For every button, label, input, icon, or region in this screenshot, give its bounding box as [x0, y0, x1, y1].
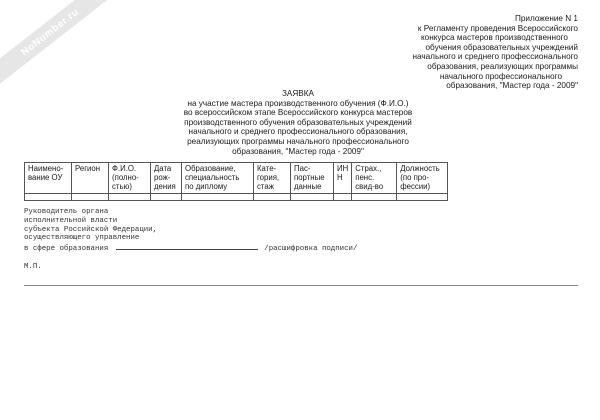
- column-header-label: ИН Н: [337, 164, 349, 183]
- signature-line: в сфере образования: [24, 245, 109, 254]
- appendix-note: [348, 14, 578, 91]
- table-cell[interactable]: [352, 193, 397, 200]
- signature-decode-label: /расшифровка подписи/: [264, 245, 358, 254]
- signature-line: исполнительной власти: [24, 216, 118, 225]
- title-line: образования, "Мастер года - 2009": [232, 146, 364, 156]
- column-header-label: Страх., пенс. свид-во: [355, 164, 384, 192]
- appendix-line: обучения образовательных учреждений: [425, 42, 578, 52]
- stamp-place-label: М.П.: [24, 263, 42, 271]
- appendix-line: Приложение N 1: [514, 14, 578, 23]
- title-line: начального и среднего профессионального образования,: [188, 127, 408, 137]
- watermark-text: NoNumber.ru: [19, 6, 81, 58]
- title-line: реализующих программы начального профессионального: [187, 136, 409, 146]
- table-cell[interactable]: [334, 193, 352, 200]
- signature-line: Руководитель органа: [24, 208, 109, 216]
- appendix-line: начального профессионального: [439, 71, 562, 81]
- table-cell[interactable]: [109, 193, 151, 200]
- column-header-label: Ф.И.О. (полно- стью): [112, 164, 139, 192]
- column-header-label: Должность (по про- фессии): [400, 164, 440, 192]
- watermark-banner: [0, 0, 119, 89]
- table-cell[interactable]: [151, 193, 182, 200]
- title-line: во всероссийском этапе Всероссийского конкурса мастеров: [183, 108, 413, 118]
- signature-line: субъекта Российской Федерации,: [24, 225, 158, 234]
- appendix-line: образования, реализующих программы: [427, 61, 578, 71]
- column-header-full-name: [109, 163, 151, 194]
- signature-last-row: [24, 243, 357, 254]
- column-header-label: Регион: [75, 164, 101, 173]
- column-header-label: Пас- портные данные: [294, 164, 325, 192]
- appendix-line: конкурса мастеров производственного: [420, 33, 568, 43]
- table-row: [25, 193, 448, 200]
- signature-block: [24, 208, 357, 254]
- column-header-passport: [291, 163, 334, 194]
- application-table: [24, 162, 448, 201]
- signature-field[interactable]: [116, 243, 258, 250]
- table-cell[interactable]: [25, 193, 72, 200]
- column-header-label: Дата рож- дения: [154, 164, 176, 192]
- document-heading: ЗАЯВКА: [281, 89, 314, 98]
- title-line: на участие мастера производственного обучения (Ф.И.О.): [187, 98, 409, 108]
- column-header-inn: [334, 163, 352, 194]
- table-cell[interactable]: [72, 193, 109, 200]
- signature-line: осуществляющего управление: [24, 234, 140, 243]
- column-header-label: Наимено- вание ОУ: [28, 164, 64, 183]
- appendix-line: к Регламенту проведения Всероссийского: [417, 23, 578, 33]
- column-header-insurance: [352, 163, 397, 194]
- column-header-region: [72, 163, 109, 194]
- appendix-line: начального и среднего профессионального: [412, 52, 578, 62]
- column-header-label: Образование, специальность по диплому: [185, 164, 240, 192]
- column-header-category: [254, 163, 291, 194]
- column-header-institution: [25, 163, 72, 194]
- column-header-birth-date: [151, 163, 182, 194]
- title-line: производственного обучения образовательных учреждений: [184, 117, 412, 127]
- application-title-block: [176, 89, 420, 156]
- column-header-position: [397, 163, 448, 194]
- table-header-row: [25, 163, 448, 194]
- column-header-label: Кате- гория, стаж: [257, 164, 280, 192]
- page-divider: [24, 285, 578, 286]
- table-cell[interactable]: [254, 193, 291, 200]
- table-cell[interactable]: [291, 193, 334, 200]
- table-cell[interactable]: [397, 193, 448, 200]
- table-cell[interactable]: [182, 193, 254, 200]
- appendix-line: образования, "Мастер года - 2009": [446, 81, 578, 91]
- column-header-education: [182, 163, 254, 194]
